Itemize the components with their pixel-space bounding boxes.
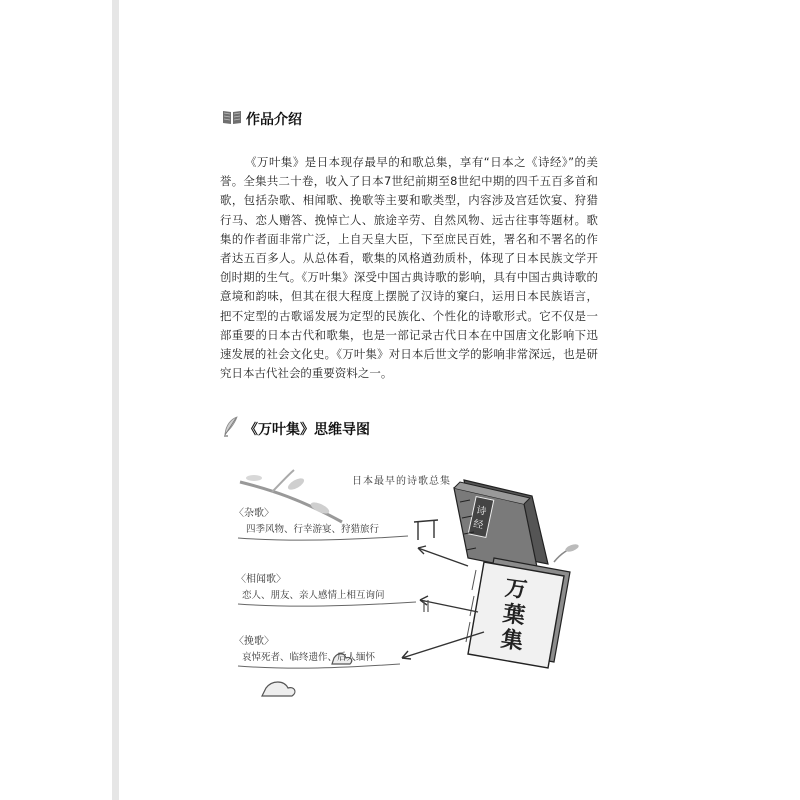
feather-quill-icon — [222, 416, 240, 442]
branch-xiangwen-desc: 恋人、朋友、亲人感情上相互询问 — [242, 590, 385, 601]
section-heading-intro — [222, 109, 302, 129]
mindmap-illustration — [232, 462, 592, 702]
branch-zage-desc: 四季风物、行幸游宴、狩猎旅行 — [246, 524, 380, 535]
torii-gate-decoration — [414, 520, 438, 540]
intro-text: 《万叶集》是日本现存最早的和歌总集，享有“日本之《诗经》”的美誉。全集共二十卷，收入了日本7世纪前期至8世纪中期的四千五百多首和歌，包括杂歌、相闻歌、挽歌等主要和歌类型，内容涉及宫廷饮宴、狩猎行马、恋人赠答、挽悼亡人、旅途辛劳、自然风物、远古往事等题材。歌集的作者面非常广泛，上自天皇大臣，下至庶民百姓，署名和不署名的作者达五百多人。从总体看，歌集的风格遒劲质朴，体现了日本民族文学开创时期的生气。《万叶集》深受中国古典诗歌的影响，具有中国古典诗歌的意境和韵味，但其在很大程度上摆脱了汉诗的窠臼，运用日本民族语言，把不定型的古歌谣发展为定型的民族化、个性化的诗歌形式。它不仅是一部重要的日本古代和歌集，也是一部记录古代日本在中国唐文化影响下迅速发展的社会文化史。《万叶集》对日本后世文学的影响非常深远，也是研究日本古代社会的重要资料之一。 — [220, 155, 598, 381]
intro-paragraph — [220, 153, 598, 383]
section-heading-mindmap — [222, 416, 370, 442]
branch-wange-title: 〈挽歌〉 — [234, 636, 274, 647]
book-front-char-1: 万 — [503, 575, 529, 604]
book-front-char-3: 集 — [499, 627, 525, 656]
book-back-char-2: 经 — [472, 518, 485, 532]
book-front-char-2: 葉 — [501, 601, 527, 630]
branch-wange-desc: 哀悼死者、临终遗作、后人缅怀 — [242, 652, 376, 663]
branch-xiangwen-title: 〈相闻歌〉 — [236, 574, 286, 585]
branch-zage-title: 〈杂歌〉 — [234, 508, 274, 519]
page-gutter — [112, 0, 119, 800]
book-back-char-1: 诗 — [475, 504, 488, 518]
book-shijing — [454, 480, 548, 572]
mindmap-top-label: 日本最早的诗歌总集 — [352, 476, 451, 487]
mindmap-svg — [232, 462, 592, 702]
people-figures-decoration — [262, 600, 428, 696]
open-book-icon — [222, 109, 242, 129]
section-title: 作品介绍 — [246, 112, 302, 128]
section-title: 《万叶集》思维导图 — [244, 422, 370, 438]
